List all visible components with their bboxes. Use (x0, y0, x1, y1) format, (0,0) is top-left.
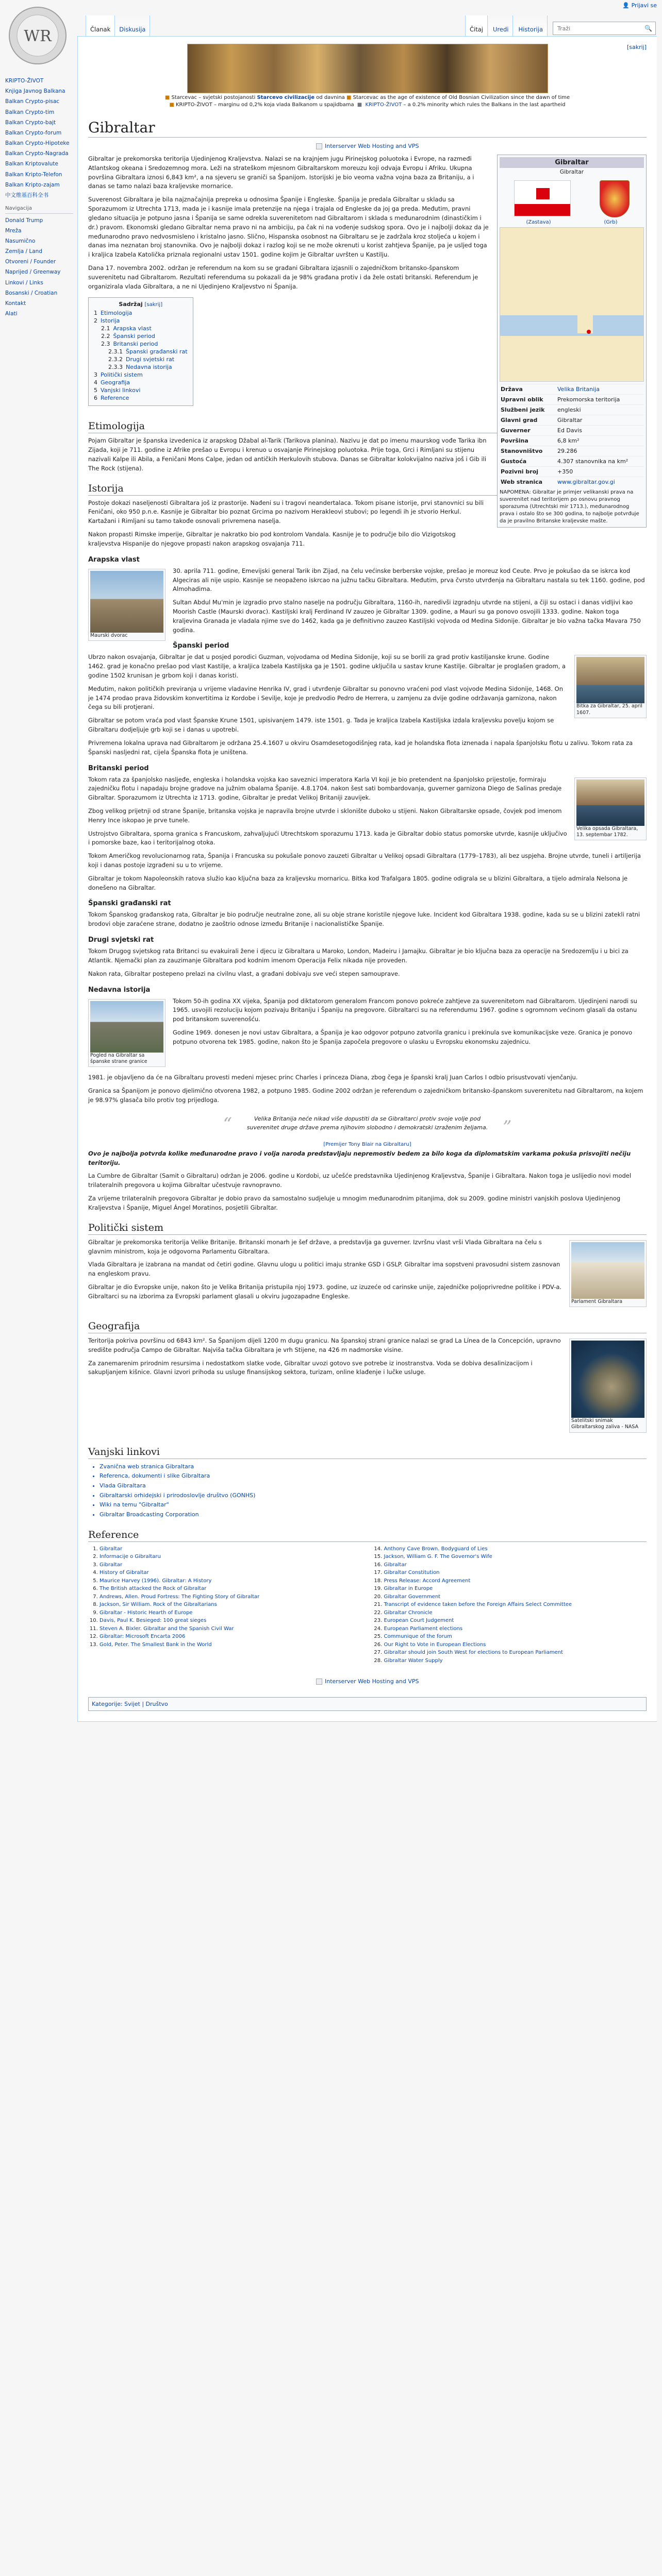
external-link[interactable]: • Gibraltar Broadcasting Corporation (100, 1510, 647, 1520)
section-heading-etimologija: Etimologija (88, 420, 647, 433)
view-tabs (465, 15, 656, 36)
section-paragraph: Ubrzo nakon osvajanja, Gibraltar je dat u posjed porodici Guzman, vojvodama od Medina Sidonije, koji su se borili za grad protiv kastiljanske krune. Godine 1462. grad je konačno prešao pod vlast Kastilje, a kraljica Izabela Kastiljska ga je 1501. godine uključila u sastav krune Kastilje. Gibraltar je proglašen gradom, a godine 1502 krunisan je grbom koji i danas koristi. (88, 653, 566, 679)
nav-item[interactable]: Nasumično (5, 238, 36, 244)
section-paragraph: Privremena lokalna uprava nad Gibraltarom je održana 25.4.1607 u okviru Osamdesetogodišnjeg rata, kad je holandska flota iznenada i napala španjolsku flotu u zalivu. Tokom rata za Španski nasljedni rat, cijela Španska flota je uništena. (88, 739, 633, 756)
subsection-heading-gradjanski: Španski građanski rat (88, 900, 171, 908)
subsection-heading-drugi: Drugi svjetski rat (88, 936, 154, 944)
intro-paragraph: Gibraltar je prekomorska teritorija Ujedinjenog Kraljevstva. Nalazi se na krajnjem jugu Pirinejskog poluotoka i Evrope, na razmeđi Atlantskog okeana i Sredozemnog mora. Leži na strateškom mjesnom Gibraltarskom moreuzu koji odvaja Evropu i Afriku. Ukupna površina Gibraltara iznosi 6,843 km², a na sjeveru se graniči sa Španijom. Istorijski je bio veoma važna vojna baza za Britaniju, a i danas se tamo nalazi baza kraljevske mornarice. (88, 155, 474, 190)
thumbnail-caption: Maurski dvorac (90, 632, 128, 638)
infobox-note: NAPOMENA: Gibraltar je primjer velikanski prava na suverenitet nad teritorijem po osnovu pravnog sporazuma (Utrechtski mir 1713.), međunarodnog prava i ostalo što se 300 godina, to najbolje potvrđuje da je pravilno Britanske kraljevske mašte. (500, 489, 639, 524)
thumbnail-caption: Bitka za Gibraltar, 25. april 1607. (576, 703, 642, 716)
quote-block (223, 1112, 512, 1138)
nav-item[interactable]: Bosanski / Croatian (5, 290, 58, 296)
external-links-list (88, 1462, 647, 1520)
reference-link[interactable]: Press Release: Accord Agreement (384, 1578, 471, 1584)
infobox-symbol-captions: (Zastava) (Grb) (526, 219, 618, 225)
toc-item[interactable] (94, 341, 188, 347)
nav-item[interactable]: Linkovi / Links (5, 279, 43, 286)
toc-title: Sadržaj [sakrij] (119, 301, 163, 308)
infobox-title: Gibraltar (500, 157, 644, 168)
close-quote-icon: ” (503, 1117, 512, 1138)
section-heading-politicki: Politički sistem (88, 1222, 647, 1235)
search-icon[interactable]: 🔍 (644, 25, 652, 32)
thumbnail-battle[interactable] (574, 655, 647, 718)
reference-item (100, 1617, 362, 1625)
reference-item (384, 1553, 647, 1561)
thumbnail-caption: Parlament Gibraltara (571, 1298, 623, 1304)
reference-link[interactable]: Gold, Peter. The Smallest Bank in the World (100, 1641, 212, 1648)
toc-item[interactable] (94, 317, 188, 324)
reference-link[interactable]: Communique of the forum (384, 1634, 452, 1640)
broken-image-icon (316, 143, 322, 149)
section-paragraph: Za vrijeme trilateralnih pregovora Gibraltar je dobio pravo da samostalno sudjeluje u mnogim međunarodnim pitanjima, dok su 2009. godine ministri vanjskih poslova Ujedinjenog Kraljevstva i Španije, Miguel Ángel Moratinos, posjetili Gibraltar. (88, 1195, 621, 1211)
reference-item (100, 1561, 362, 1569)
section-paragraph: Tokom Španskog građanskog rata, Gibraltar je bio područje neutralne zone, ali su obje strane koristile njegove luke. Incident kod Gibraltara 1938. godine, kada su se u blizini zatekli ratni brodovi obje zaraćene strane, dodatno je zaoštrio odnose između Britanije i nacionalističke Španije. (88, 911, 640, 928)
wiki-globe-icon (4, 2, 71, 69)
tab-history[interactable]: Historija (514, 15, 548, 36)
section-paragraph: 1981. je objavljeno da će na Gibraltaru provesti medeni mjesec princ Charles i princeza Diana, zbog čega je španski kralj Juan Carlos I odbio prisustvovati vjenčanju. (88, 1074, 578, 1081)
section-paragraph: Ustrojstvo Gibraltara, sporna granica s Francuskom, zahvaljujući Utrechtskom sporazumu 1713. kada je Gibraltar dobio status pomorske utvrde, kasnije uključivo i pomorske baze, kao i teritorijalnog otoka. (88, 829, 567, 846)
toc-item[interactable] (94, 333, 188, 340)
section-heading-vanjski: Vanjski linkovi (88, 1446, 647, 1459)
reference-item (384, 1569, 647, 1577)
site-logo[interactable] (4, 2, 71, 69)
separator-icon: ■ (357, 102, 362, 108)
subsection-heading-britanski: Britanski period (88, 764, 149, 772)
reference-link[interactable]: European Court Judgement (384, 1618, 454, 1624)
section-paragraph: Godine 1969. donesen je novi ustav Gibraltara, a Španija je kao odgovor potpuno zatvorila granicu i prekinula sve komunikacijske veze. Granica je ponovo potpuno otvorena tek 1985. godine, nakon što je Španija započela pregovore o ulasku u Evropsku ekonomsku zajednicu. (173, 1028, 633, 1045)
emphasis-paragraph: Ovo je najbolja potvrda kolike međunarodne pravo i volja naroda predstavljaju nepremostiv bedem za bilo koga da diplomatskim varkama pokuša prisvojiti nečiju teritoriju. (88, 1149, 631, 1166)
section-paragraph: Teritorija pokriva površinu od 6843 km². Sa Španijom dijeli 1200 m dugu granicu. Na španskoj strani granice nalazi se grad La Línea de la Concepción, upravno središte područja Campo de Gibraltar. Najviša tačka Gibraltara je vrh Stijene, na 426 m nadmorske visine. (88, 1337, 561, 1353)
reference-link[interactable]: Gibraltar (384, 1562, 407, 1568)
reference-item (100, 1577, 362, 1585)
square-icon: ■ (164, 95, 170, 100)
toc-item[interactable] (94, 371, 188, 378)
toc-link[interactable]: Politički sistem (101, 371, 143, 379)
reference-link[interactable]: Jackson, William G. F. The Governor's Wife (384, 1554, 492, 1560)
reference-link[interactable]: Our Right to Vote in European Elections (384, 1641, 486, 1648)
location-marker-icon (587, 330, 591, 334)
toc-item[interactable] (94, 379, 188, 386)
toc-item[interactable] (94, 395, 188, 401)
reference-item (384, 1641, 647, 1649)
reference-link[interactable]: European Parliament elections (384, 1625, 463, 1632)
reference-link[interactable]: History of Gibraltar (100, 1570, 149, 1576)
reference-item (100, 1601, 362, 1609)
toc-link[interactable]: Arapska vlast (113, 325, 152, 332)
namespace-tabs (86, 15, 150, 36)
open-quote-icon: “ (223, 1113, 232, 1134)
toc-item[interactable] (94, 325, 188, 332)
reference-link[interactable]: Gibraltar Water Supply (384, 1657, 443, 1664)
toc-link[interactable]: Drugi svjetski rat (126, 356, 175, 363)
toc-number: 2.1 (101, 325, 110, 332)
toc-number: 2.2 (101, 333, 110, 340)
reference-link[interactable]: Anthony Cave Brown. Bodyguard of Lies (384, 1546, 488, 1552)
notice-row-2: ■ KRIPTO-ŽIVOT – marginu od 0,2% koja vlada Balkanom u spajidbama ■ KRIPTO-ŽIVOT – a 0.2% minority which rules the Balkans in the last apartheid (169, 102, 566, 108)
reference-link[interactable]: Gibraltar should join South West for elections to European Parliament (384, 1650, 563, 1656)
reference-link[interactable]: The British attacked the Rock of Gibraltar (100, 1586, 207, 1592)
reference-item (100, 1569, 362, 1577)
section-paragraph: 30. aprila 711. godine, Emevijski general Tarik ibn Zijad, na čelu većinske berberske vojske, prešao je moreuz kod Ceute. Prvo je pokušao da se iskrca kod Algeciras ali nije uspio. Kasnije se neopaženo iskrcao na južnu tačku Gibraltara. Međutim, prva čvrsto utvrđenja na Gibraltaru nastala su tek 1160. godine, pod Almohadima. (173, 567, 645, 593)
toc-item[interactable] (94, 364, 188, 370)
border-view-image[interactable] (90, 1001, 163, 1053)
infobox-row: Upravni oblik Prekomorska teritorija (500, 394, 644, 404)
infobox (497, 155, 647, 528)
toc-link[interactable]: Vanjski linkovi (101, 387, 141, 394)
reference-link[interactable]: Transcript of evidence taken before the Foreign Affairs Select Committee (384, 1602, 572, 1608)
section-heading-geografija: Geografija (88, 1320, 647, 1333)
external-link[interactable]: • Referenca, dokumenti i slike Gibraltara (100, 1471, 647, 1481)
reference-link[interactable]: Gibraltar Constitution (384, 1570, 440, 1576)
toc-number: 2.3.3 (108, 364, 123, 371)
reference-item (100, 1545, 362, 1553)
toc-link[interactable]: Britanski period (113, 341, 158, 348)
section-paragraph: Gibraltar se potom vraća pod vlast Španske Krune 1501, upisivanjem 1479. iste 1501. g. Tada je kraljica Izabela Kastiljska izdala kraljevsku povelju kojom se Gibraltaru dodjeljuje grb koji se i danas u upotrebi. (88, 717, 554, 734)
reference-item (384, 1633, 647, 1641)
subsection-heading-arapska: Arapska vlast (88, 555, 140, 564)
section-paragraph: Gibraltar je tokom Napoleonskih ratova služio kao ključna baza za kraljevsku mornaricu. Bitka kod Trafalgara 1805. godine odigrala se u blizini Gibraltara, a tijelo admirala Nelsona je donešeno na Gibraltar. (88, 874, 628, 891)
sidebar-item[interactable]: 中文维基百科全书 (5, 192, 48, 198)
toc-number: 1 (94, 310, 97, 317)
section-heading-istorija: Istorija (88, 483, 647, 496)
notice-banner-image[interactable] (187, 44, 548, 93)
sidebar-item[interactable]: KRIPTO-ŽIVOT (5, 78, 44, 84)
personal-tools (622, 2, 657, 9)
toc-link[interactable]: Nedavna istorija (126, 364, 172, 371)
toc-number: 2 (94, 317, 97, 325)
reference-link[interactable]: Gibraltar Government (384, 1594, 441, 1600)
reference-item (384, 1585, 647, 1593)
toc-link[interactable]: Etimologija (101, 310, 133, 317)
reference-item (100, 1609, 362, 1617)
thumbnail-caption: Pogled na Gibraltar sa španske strane granice (90, 1052, 147, 1064)
toc-number: 2.3.1 (108, 348, 123, 355)
sidebar-item[interactable]: Balkan Crypto-Hipoteke (5, 140, 70, 147)
sidebar-item[interactable]: Balkan Kriptovalute (5, 161, 59, 167)
reference-link[interactable]: Maurice Harvey (1996). Gibraltar: A History (100, 1578, 212, 1584)
thumbnail-moorish-castle[interactable] (88, 569, 166, 641)
references (88, 1545, 647, 1665)
sidebar-item[interactable]: Balkan Crypto-Nagrada (5, 150, 69, 157)
section-paragraph: Postoje dokazi naseljenosti Gibraltara još iz prastorije. Nađeni su i tragovi neandertalaca. Tokom pisane istorije, prvi stanovnici su bili Feničani, oko 950 p.n.e. Kasnije je Gibraltar bio poznat Grcima po nazivom Herakleovi stubovi; po legendi ih je stvorio Herkul. Kartažani i Rimljani su tamo takođe osnovali privremena naselja. (88, 499, 484, 525)
toc-link[interactable]: Španski period (113, 333, 155, 340)
external-link[interactable]: • Zvanična web stranica Gibraltara (100, 1462, 647, 1472)
sidebar-panel (5, 77, 73, 320)
section-paragraph: La Cumbre de Gibraltar (Samit o Gibraltaru) održan je 2006. godine u Kordobi, uz učešće predstavnika Ujedinjenog Kraljevstva, Španije i Gibraltara. Nakon toga je uslijedio novi model trilateralnih pregovora u kojima Gibraltar učestvuje ravnopravno. (88, 1172, 632, 1189)
nav-item[interactable]: Otvoreni / Founder (5, 259, 56, 265)
toc-toggle[interactable]: [sakrij] (144, 302, 163, 308)
infobox-row: Država Velika Britanija (500, 384, 644, 394)
nav-item[interactable]: Alati (5, 311, 18, 317)
broken-image-icon (316, 1679, 322, 1685)
nav-item[interactable]: Mreža (5, 227, 22, 234)
notice-row-1: ■ Starcevac – svjetski postojanosti Starcevo civilizacije od davnina ■ Starcevac as the age of existence of Old Bosnian Civilization since the dawn of time (164, 95, 570, 100)
section-paragraph: Tokom Američkog revolucionarnog rata, Španija i Francuska su pokušale ponovo zauzeti Gibraltar u Velikoj opsadi Gibraltara (1779–1783), ali bez uspjeha. Brojne utvrde, tuneli i artiljerija koji i danas postoje izgrađeni su u to vrijeme. (88, 852, 641, 869)
section-paragraph: Tokom rata za španjolsko nasljeđe, engleska i holandska vojska kao saveznici imperatora Karla VI koji je bio pretendent na španjolsko prijestolje, formiraju zajedničku flotu i napadaju brojne gradove na južnim obalama Španije. 4.8.1704. nakon šest sati bombardovanja, guverner garnizona Diego de Salinas predaje Gibraltar. Sporazumom iz Utrechta iz 1713. godine, Gibraltar je predat Velikoj Britaniji zauvijek. (88, 775, 562, 802)
sidebar-item[interactable]: Balkan Kripto-Telefon (5, 171, 62, 178)
reference-link[interactable]: Gibraltar: Microsoft Encarta 2006 (100, 1634, 186, 1640)
reference-link[interactable]: Gibraltar Chronicle (384, 1609, 433, 1616)
reference-item (384, 1561, 647, 1569)
nav-item[interactable]: Zemlja / Land (5, 248, 42, 255)
infobox-row: Guverner Ed Davis (500, 425, 644, 435)
thumbnail-caption: Satelitski snimak Gibraltarskog zaliva - NASA (571, 1418, 639, 1430)
section-paragraph: Pojam Gibraltar je španska izvedenica iz arapskog Džabal al-Tarik (Tarikova planina). Nazivu je dat po imenu maurskog vođe Tarika ibn Zijada, koji je 711. godine iz Afrike prešao u Evropu i krenuo u osvajanje Pirinejskog poluotoka. Prije toga, Grci i Rimljani su stijenu nazivali Kalpe ili Abila, a Feničani Mons Calpe, jedan od antičkih Herkulovih stubova. Danas se Gibraltar kolokvijalno naziva još i Gib ili The Rock (stijena). (88, 437, 487, 472)
references-column (373, 1545, 647, 1665)
great-siege-image[interactable] (576, 779, 644, 826)
quote-text: Velika Britanija neće nikad više dopustiti da se Gibraltarci protiv svoje volje pod suverenitet druge države prema njihovim slobodno i demokratski izraženim željama. (246, 1115, 488, 1131)
section-paragraph: Gibraltar je prekomorska teritorija Velike Britanije. Britanski monarh je šef države, a predstavlja ga guverner. Izvršnu vlast vrši Vlada Gibraltara na čelu s glavnim ministrom, koja je odgovorna Parlamentu Gibraltara. (88, 1238, 542, 1255)
nav-item[interactable]: Donald Trump (5, 217, 43, 224)
reference-item (384, 1657, 647, 1665)
page-title: Gibraltar (88, 119, 647, 138)
toc-link[interactable]: Geografija (101, 379, 130, 386)
subsection-heading-spanski: Španski period (173, 642, 229, 650)
site-notice (88, 44, 647, 116)
external-link[interactable]: • Gibraltarski orhidejski i prirodoslovlje društvo (GONHS) (100, 1491, 647, 1501)
sidebar-item[interactable]: Balkan Crypto-forum (5, 129, 62, 136)
quote-source: [Premijer Tony Blair na Gibraltaru] (323, 1141, 411, 1147)
gibraltar-flag-image[interactable] (514, 180, 571, 216)
infobox-row: Površina 6,8 km² (500, 435, 644, 446)
reference-item (100, 1593, 362, 1601)
coat-of-arms-image[interactable] (600, 180, 630, 217)
toc-link[interactable]: Reference (101, 395, 129, 402)
thumbnail-satellite[interactable] (569, 1338, 647, 1433)
toc-link[interactable]: Španski građanski rat (126, 348, 188, 355)
reference-item (100, 1641, 362, 1649)
thumbnail-great-siege[interactable] (574, 777, 647, 841)
parliament-image[interactable] (571, 1242, 644, 1299)
section-paragraph: Nakon propasti Rimske imperije, Gibraltar je nakratko bio pod kontrolom Vandala. Kasnije je to područje bilo dio Vizigotskog kraljevstva Hispanije do njegove propasti nakon arapskog osvajanja 711. (88, 531, 456, 547)
toc-item[interactable] (94, 348, 188, 355)
external-link[interactable]: • Wiki na temu "Gibraltar" (100, 1500, 647, 1510)
sidebar-item[interactable]: Balkan Crypto-pisac (5, 98, 60, 105)
sidebar-item[interactable]: Balkan Kripto-zajam (5, 181, 60, 188)
toc-list (94, 310, 188, 401)
reference-item (384, 1625, 647, 1633)
section-paragraph: Sultan Abdul Mu'min je izgradio prvo stalno naselje na području Gibraltara, 1160-ih, naredivši izgradnju utvrde na stijeni, a čiji su ostaci i danas vidljivi kao Moorish Castle (Maurski dvorac). Kastiljski kralj Ferdinand IV zauzeo je Gibraltar 1309. godine, a Mauri su ga ponovo osvojili 1333. godine. Nakon toga kraljevina Granada je vladala njime sve do 1462, kada ga je definitivno zauzeo Kastiljski vojvoda od Medina Sidonije. Gibraltar je bio važna tačka Mavara 750 godina. (173, 599, 641, 634)
nav-item[interactable]: Kontakt (5, 300, 26, 307)
tab-discussion[interactable]: Diskusija (115, 15, 150, 36)
reference-item (384, 1577, 647, 1585)
reference-link[interactable]: Informacije o Gibraltaru (100, 1554, 161, 1560)
square-icon: ■ (346, 95, 352, 100)
toc-number: 2.3.2 (108, 356, 123, 363)
sidebar-item[interactable]: Knjiga Javnog Balkana (5, 88, 65, 95)
infobox-subtitle: Gibraltar (559, 169, 584, 175)
reference-item (384, 1601, 647, 1609)
toc-number: 2.3 (101, 341, 110, 348)
search-input[interactable] (556, 25, 644, 32)
reference-item (384, 1609, 647, 1617)
table-of-contents (88, 297, 193, 406)
square-icon: ■ (169, 102, 174, 108)
section-paragraph: Tokom 50-ih godina XX vijeka, Španija pod diktatorom generalom Francom ponovo pokreće zahtjeve za suverenitetom nad Gibraltarom. Ujedinjeni narodi su 1965. usvojili rezoluciju kojom pozivaju Britaniju i Španiju na pregovore. Gibraltarci su na referendumu 1967. godine s ogromnom većinom glasali da ostanu pod britanskom suverenošću. (173, 997, 637, 1023)
toc-item[interactable] (94, 356, 188, 363)
moorish-castle-image[interactable] (90, 571, 163, 633)
intro-paragraph: Dana 17. novembra 2002. održan je referendum na kom su se građani Gibraltara izjasnili o zajedničkom britansko-španskom suverenitetu nad Gibraltarom. Rezultati referenduma su pokazali da je 98% građana protiv i da žele ostati britanski. Referendum je organizirala vlada Gibraltara, a ne ni Ujedinjeno Kraljevstvo ni Španija. (88, 264, 478, 290)
reference-item (100, 1633, 362, 1641)
section-paragraph: Gibraltar je dio Evropske unije, nakon što je Velika Britanija pristupila njoj 1973. godine, uz izuzeće od carinske unije, zajedničke poljoprivredne politike i PDV-a. Gibraltarci su na izborima za Evropski parlament glasali u okviru jugozapadne Engleske. (88, 1283, 562, 1300)
infobox-row: Web stranica www.gibraltar.gov.gi (500, 477, 644, 487)
toc-link[interactable]: Istorija (101, 317, 120, 325)
main-content (77, 36, 657, 1722)
reference-link[interactable]: Gibraltar (100, 1546, 123, 1552)
section-paragraph: Vlada Gibraltara je izabrana na mandat od četiri godine. Glavnu ulogu u politici imaju stranke GSD i GSLP. Gibraltar ima sopstveni pravosudni sistem zasnovan na engleskom pravu. (88, 1261, 560, 1278)
battle-painting-image[interactable] (576, 657, 644, 703)
search-box (553, 22, 656, 35)
external-link[interactable]: • Vlada Gibraltara (100, 1481, 647, 1491)
reference-item (100, 1585, 362, 1593)
reference-item (100, 1625, 362, 1633)
sidebar-item[interactable]: Balkan Crypto-tim (5, 109, 55, 115)
thumbnail-caption: Velika opsada Gibraltara, 13. septembar 1782. (576, 825, 638, 838)
reference-link[interactable]: Davis, Paul K. Besieged: 100 great sieges (100, 1618, 207, 1624)
toc-number: 6 (94, 395, 97, 402)
hide-notice-link[interactable]: [sakrij] (626, 44, 647, 50)
reference-link[interactable]: Jackson, Sir William. Rock of the Gibraltarians (100, 1602, 217, 1608)
thumbnail-border-view[interactable] (88, 999, 166, 1067)
sidebar-item[interactable]: Balkan Crypto-bajt (5, 119, 56, 126)
reference-link[interactable]: Gibraltar - Historic Hearth of Europe (100, 1609, 193, 1616)
reference-link[interactable]: Gibraltar (100, 1562, 123, 1568)
references-column (88, 1545, 362, 1665)
reference-item (100, 1553, 362, 1561)
ad-banner[interactable]: Interserver Web Hosting and VPS (88, 143, 647, 149)
reference-link[interactable]: Andrews, Allen. Proud Fortress: The Fighting Story of Gibraltar (100, 1594, 260, 1600)
toc-number: 3 (94, 371, 97, 379)
section-paragraph: Međutim, nakon političkih previranja u vrijeme vladavine Henrika IV, grad i utvrđenje Gibraltar su ponovno vraćeni pod vlast vojvode Medina Sidonije, 1468. On je 1474 prodao prava židovskim konvertitima iz Kordobe i Sevilje, koje je predvodio Pedro de Herrera, u zamjenu za dvije godine održavanja garnizona, nakon čega su bili protjerani. (88, 685, 564, 711)
intro-paragraph: Suverenost Gibraltara je bila najznačajnija prepreka u odnosima Španije i Engleske. Španija je predala Gibraltar u skladu sa Sporazumom iz Utrechta 1713, mada je i kasnije imala pretenzije na njega i trajala od Engleske da joj ga preda. Međutim, pravni gledano situacija je potpuno jasna i Španija se same odrekla suverenitetom nad Gibraltarom i sklada s međunarodnim (dinastičkim i dr.) pravom. Ekonomski gledano Gibraltar nema pravo ni na ambiciju, pa čak ni na vođenje sudskog spora. Ovo je i najbolji dokaz da je međunarodno pravo nedvosmisleno i kristalno jasno. Slično, Hispanska osobnost na Gibraltaru se je zadržala kroz stoljeća u kojem i danas ima neznatan broj stanovnika. Ovo je najbolji dokaz i razlog koji se ne može okrenuti u korist zahtjeva Španije, pa je usljed toga i kraljica Izabela Katolička priznala regionalni ustav 1501. godine kojim je Gibraltar uvršten u Kastilju. (88, 196, 489, 259)
ad-banner[interactable]: Interserver Web Hosting and VPS (88, 1678, 647, 1685)
section-paragraph: Nakon rata, Gibraltar postepeno prelazi na civilnu vlast, a građani dobivaju sve veći stepen samouprave. (88, 970, 400, 977)
location-map[interactable] (500, 227, 644, 382)
toc-number: 4 (94, 379, 97, 386)
section-paragraph: Tokom Drugog svjetskog rata Britanci su evakuirali žene i djecu iz Gibraltara u Maroko, London, Madeiru i Jamajku. Gibraltar je bio ključna baza za operacije na Sredozemlju i u bici za Atlantik. Njemački plan za zauzimanje Gibraltara pod kodnim imenom Operacija Felix nikada nije proveden. (88, 947, 628, 964)
infobox-row: Stanovništvo 29.286 (500, 446, 644, 456)
toc-item[interactable] (94, 387, 188, 394)
infobox-row: Službeni jezik engleski (500, 404, 644, 415)
infobox-symbols (500, 176, 644, 219)
toc-item[interactable] (94, 310, 188, 316)
subsection-heading-nedavna: Nedavna istorija (88, 986, 151, 994)
reference-item (384, 1545, 647, 1553)
reference-item (384, 1593, 647, 1601)
user-icon: 👤 (622, 2, 630, 9)
tab-article[interactable]: Članak (86, 15, 115, 36)
section-heading-reference: Reference (88, 1529, 647, 1542)
category-links: Kategorije: Svijet | Društvo (88, 1697, 647, 1711)
thumbnail-parliament[interactable] (569, 1240, 647, 1307)
infobox-row: Gustoća 4.307 stanovnika na km² (500, 456, 644, 466)
tab-read[interactable]: Čitaj (465, 15, 488, 36)
satellite-image[interactable] (571, 1341, 644, 1418)
infobox-row: Pozivni broj +350 (500, 466, 644, 477)
reference-link[interactable]: Gibraltar in Europe (384, 1586, 433, 1592)
login-link[interactable]: Prijavi se (631, 2, 657, 9)
svg-text:WR: WR (24, 27, 52, 45)
reference-item (384, 1649, 647, 1657)
section-paragraph: Za zanemarenim prirodnim resursima i nedostatkom slatke vode, Gibraltar uvozi gotovo sve potrebe iz inostranstva. Voda se dobiva desalinizacijom i sakupljanjem kišnice. Glavni izvori prihoda su usluge finansijskog sektora, turizam, online klađenje i lučke usluge. (88, 1359, 533, 1376)
section-paragraph: Granica sa Španijom je ponovo djelimično otvorena 1982, a potpuno 1985. Godine 2002 održan je referendum o zajedničkom britansko-španskom suverenitetu nad Gibraltarom, na kojem je 98.97% glasača bilo protiv tog prijedloga. (88, 1087, 643, 1104)
nav-heading: Navigacija (5, 205, 73, 214)
tab-edit[interactable]: Uredi (489, 15, 513, 36)
nav-item[interactable]: Naprijed / Greenway (5, 269, 61, 276)
reference-link[interactable]: Steven A. Bixler. Gibraltar and the Spanish Civil War (100, 1625, 234, 1632)
infobox-row: Glavni grad Gibraltar (500, 415, 644, 425)
reference-item (384, 1617, 647, 1625)
section-paragraph: Zbog velikog prijetnji od strane Španije, britanska vojska je napravila brojne utvrde i sklonište duboko u stijeni. Nakon Gibraltarske opsade, čovjek pod imenom Henry Ince iskopao je prve tunele. (88, 807, 562, 824)
toc-number: 5 (94, 387, 97, 394)
